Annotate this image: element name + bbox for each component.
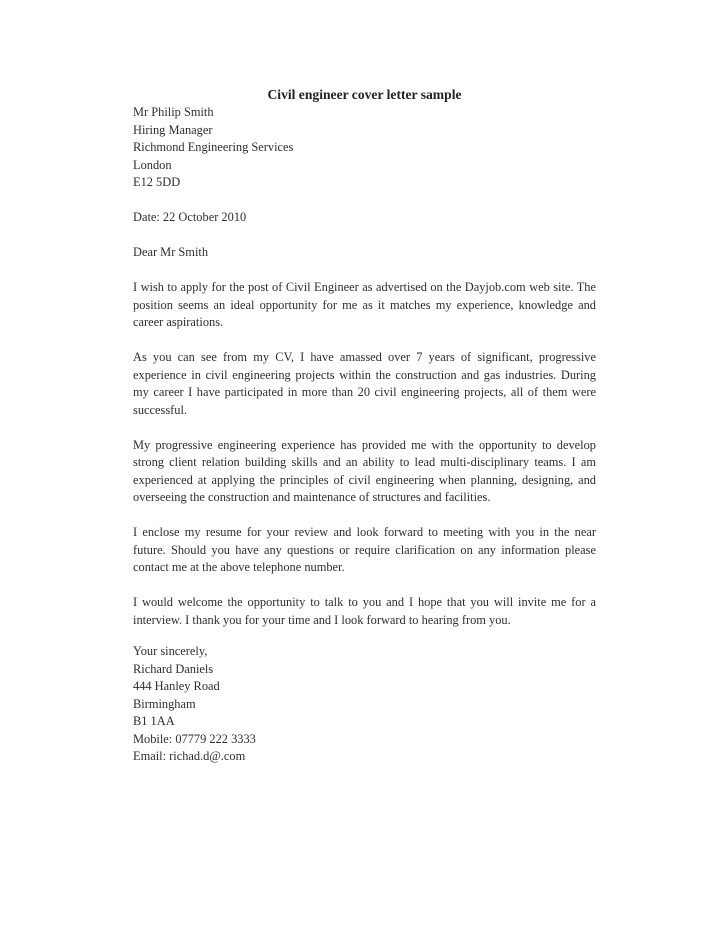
sender-city: Birmingham	[133, 696, 196, 711]
letter-title: Civil engineer cover letter sample	[267, 87, 462, 102]
recipient-city: London	[133, 157, 172, 172]
recipient-postcode: E12 5DD	[133, 175, 181, 189]
body-paragraph-4: I enclose my resume for your review and look forward to meeting with you in the near future. Should you have any questions or require clarification on any information please contact me at the above telephone number.	[133, 525, 596, 574]
sender-postcode: B1 1AA	[133, 714, 175, 728]
recipient-company: Richmond Engineering Services	[133, 140, 294, 154]
closing-valediction: Your sincerely,	[133, 644, 208, 658]
date-line: Date: 22 October 2010	[133, 210, 247, 224]
salutation: Dear Mr Smith	[133, 245, 209, 259]
body-paragraph-5: I would welcome the opportunity to talk to you and I hope that you will invite me for a interview. I thank you for your time and I look forward to hearing from you.	[133, 595, 596, 627]
body-paragraph-3: My progressive engineering experience has provided me with the opportunity to develop strong client relation building skills and an ability to lead multi-disciplinary teams. I am experienced at applying the principles of civil engineering when planning, designing, and overseeing the construction and maintenance of structures and facilities.	[133, 437, 596, 504]
body-paragraph-2: As you can see from my CV, I have amassed over 7 years of significant, progressive experience in civil engineering projects within the construction and gas industries. During my career I have participated in more than 20 civil engineering projects, all of them were successful.	[133, 350, 596, 417]
body-paragraph-1: I wish to apply for the post of Civil Engineer as advertised on the Dayjob.com web site. The position seems an ideal opportunity for me as it matches my experience, knowledge and career aspirations.	[133, 280, 596, 329]
closing-block	[133, 643, 596, 766]
recipient-address-block	[133, 104, 596, 192]
sender-name: Richard Daniels	[133, 661, 214, 676]
date-block	[133, 209, 596, 227]
sender-street: 444 Hanley Road	[133, 679, 220, 693]
salutation-block	[133, 244, 596, 262]
recipient-job-title: Hiring Manager	[133, 122, 213, 137]
recipient-name: Mr Philip Smith	[133, 105, 214, 119]
sender-email: Email: richad.d@.com	[133, 749, 246, 763]
letter-content	[133, 85, 596, 766]
sender-mobile: Mobile: 07779 222 3333	[133, 731, 256, 746]
